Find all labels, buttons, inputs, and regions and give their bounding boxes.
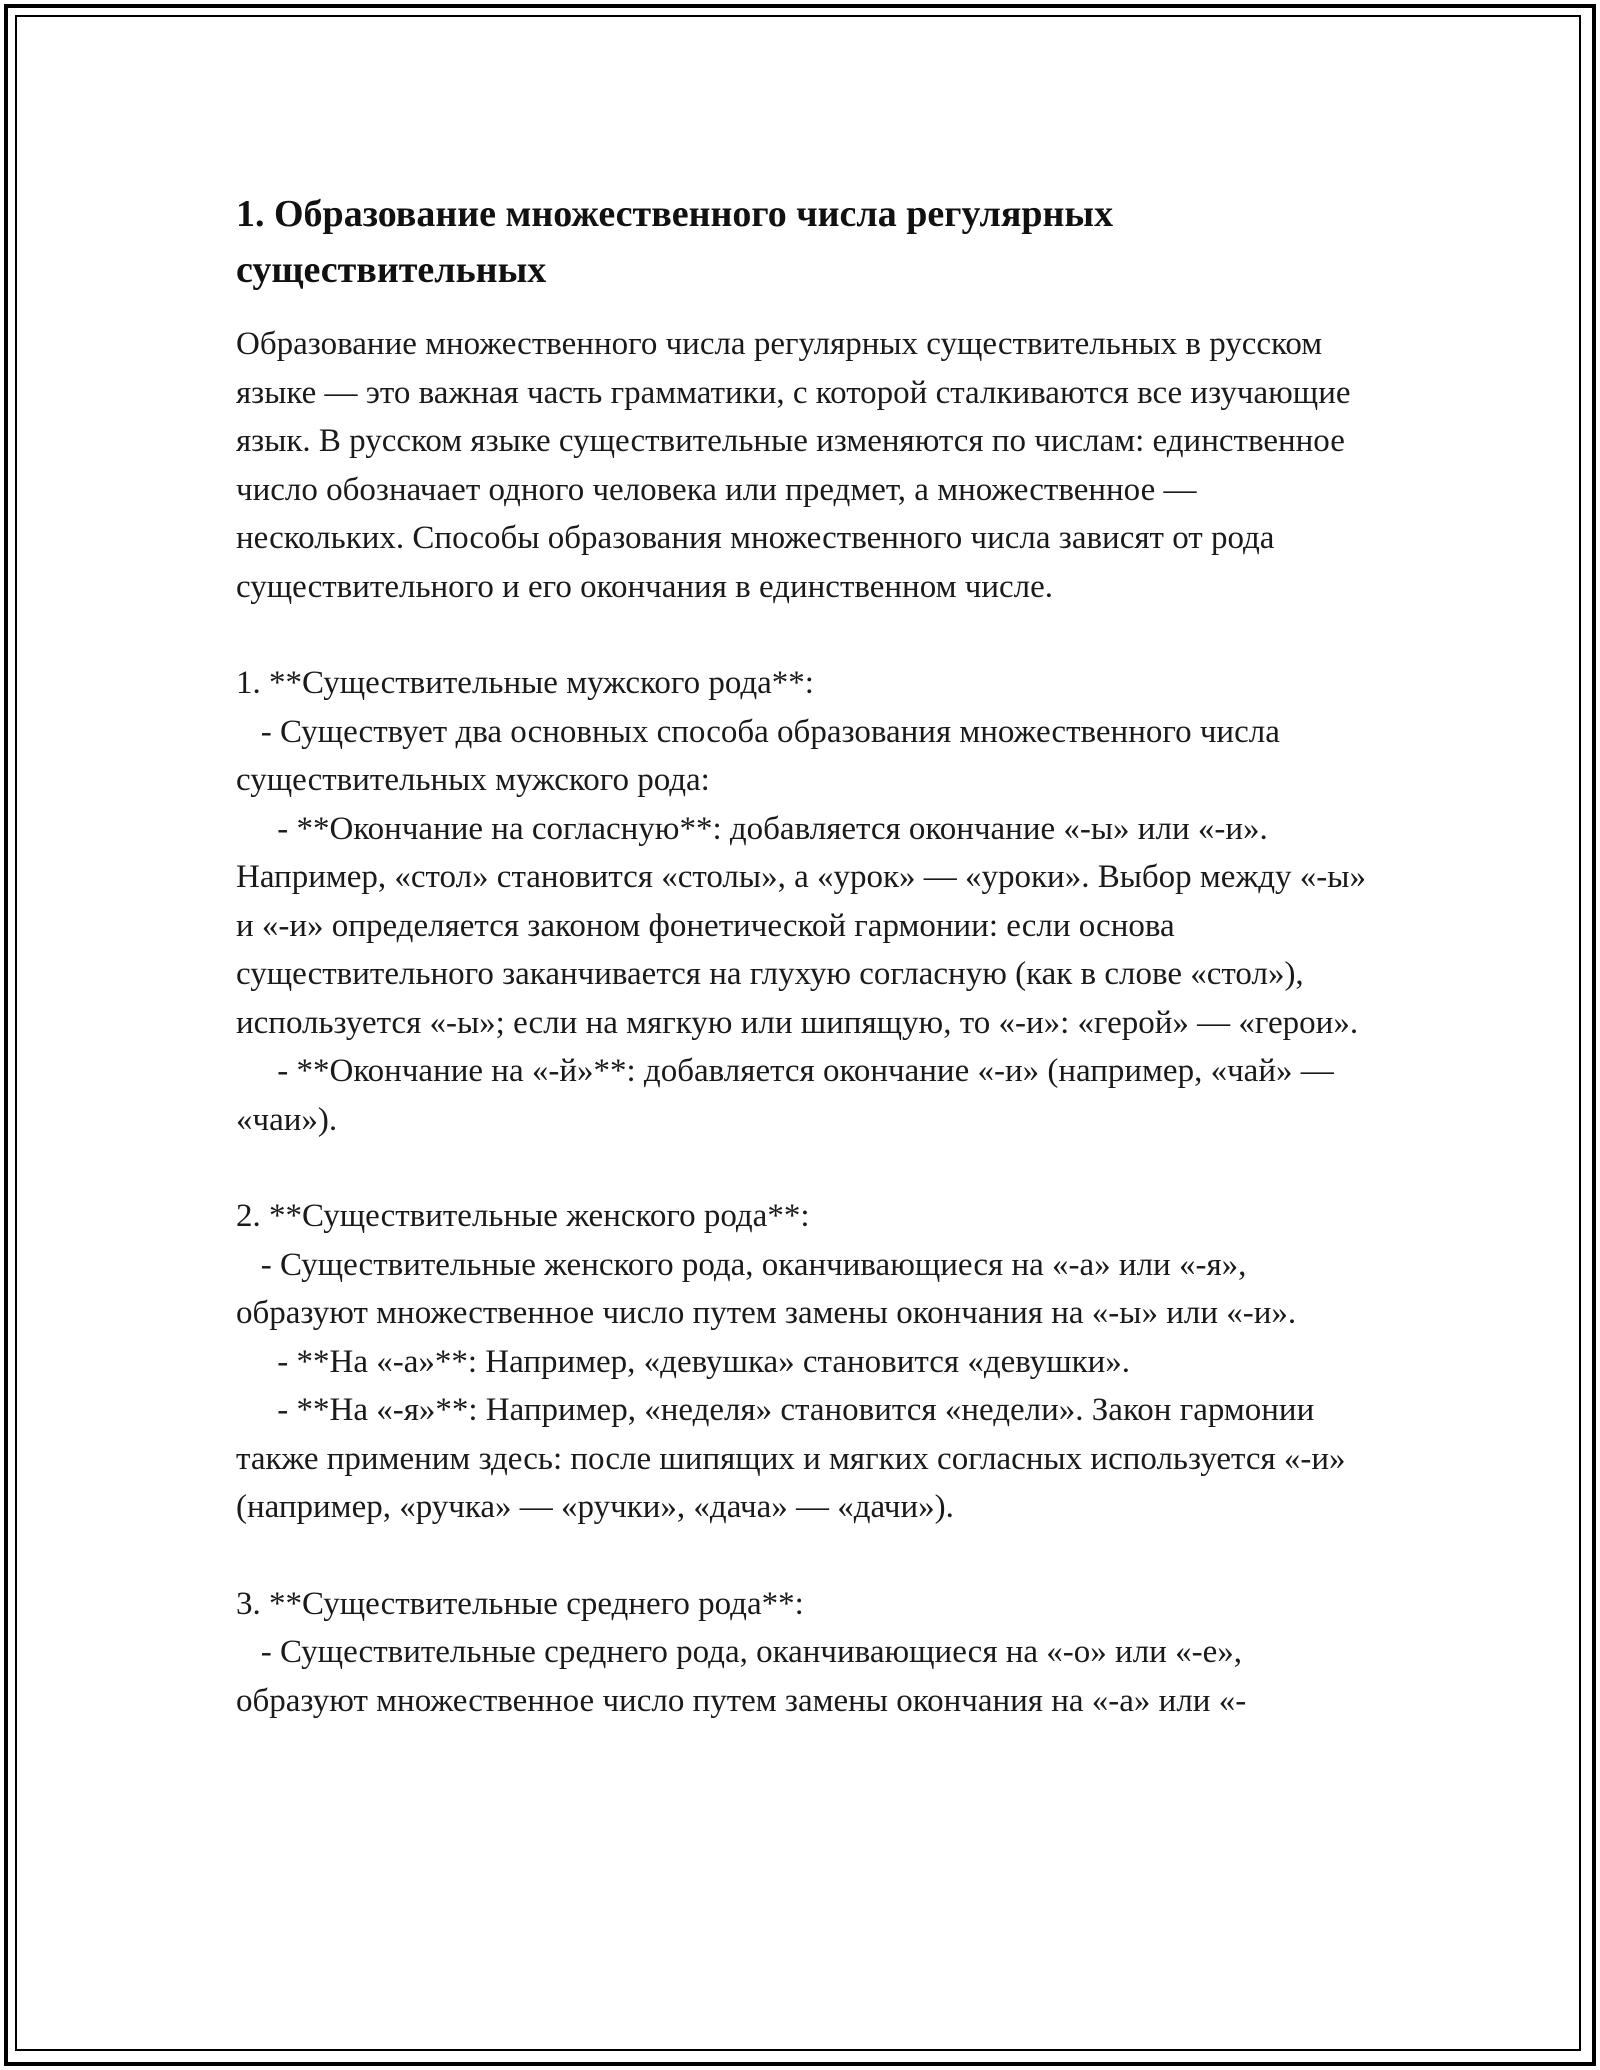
- intro-paragraph: Образование множественного числа регулярных существительных в русском языке — это важная часть грамматики, с которой сталкиваются все изучающие язык. В русском языке существительные изменяются по числам: единственное число обозначает одного человека или предмет, а множественное — нескольких. Способы образования множественного числа зависят от рода существительного и его окончания в единственном числе.: [236, 326, 1351, 605]
- section-line: - **На «-а»**: Например, «девушка» становится «девушки».: [236, 1343, 1131, 1380]
- section-feminine: [236, 1192, 1366, 1532]
- section-neuter: [236, 1580, 1366, 1726]
- section-line: - **Окончание на «-й»**: добавляется окончание «-и» (например, «чай» — «чаи»).: [236, 1053, 1342, 1138]
- section-line: - Существительные женского рода, оканчивающиеся на «-а» или «-я», образуют множественное число путем замены окончания на «-ы» или «-и».: [236, 1246, 1297, 1331]
- section-masculine: [236, 659, 1375, 1144]
- section-line: - **Окончание на согласную**: добавляется окончание «-ы» или «-и». Например, «стол» становится «столы», а «урок» — «уроки». Выбор между «-ы» и «-и» определяется законом фонетической гармонии: если основа существительного заканчивается на глухую согласную (как в слове «стол»), используется «-ы»; если на мягкую или шипящую, то «-и»: «герой» — «герои».: [236, 810, 1375, 1041]
- section-heading: 2. **Существительные женского рода**:: [236, 1198, 810, 1234]
- section-line: - **На «-я»**: Например, «неделя» становится «недели». Закон гармонии также применим здесь: после шипящих и мягких согласных используется «-и» (например, «ручка» — «ручки», «дача» — «дачи»).: [236, 1392, 1354, 1525]
- document-page: [236, 186, 1375, 1725]
- section-heading: 3. **Существительные среднего рода**:: [236, 1585, 804, 1622]
- section-heading: 1. **Существительные мужского рода**:: [236, 665, 814, 701]
- document-title: 1. Образование множественного числа регулярных существительных: [236, 193, 1114, 291]
- section-line: - Существует два основных способа образования множественного числа существительных мужского рода:: [236, 713, 1289, 798]
- section-line: - Существительные среднего рода, оканчивающиеся на «-о» или «-е», образуют множественное число путем замены окончания на «-а» или «-: [236, 1634, 1251, 1719]
